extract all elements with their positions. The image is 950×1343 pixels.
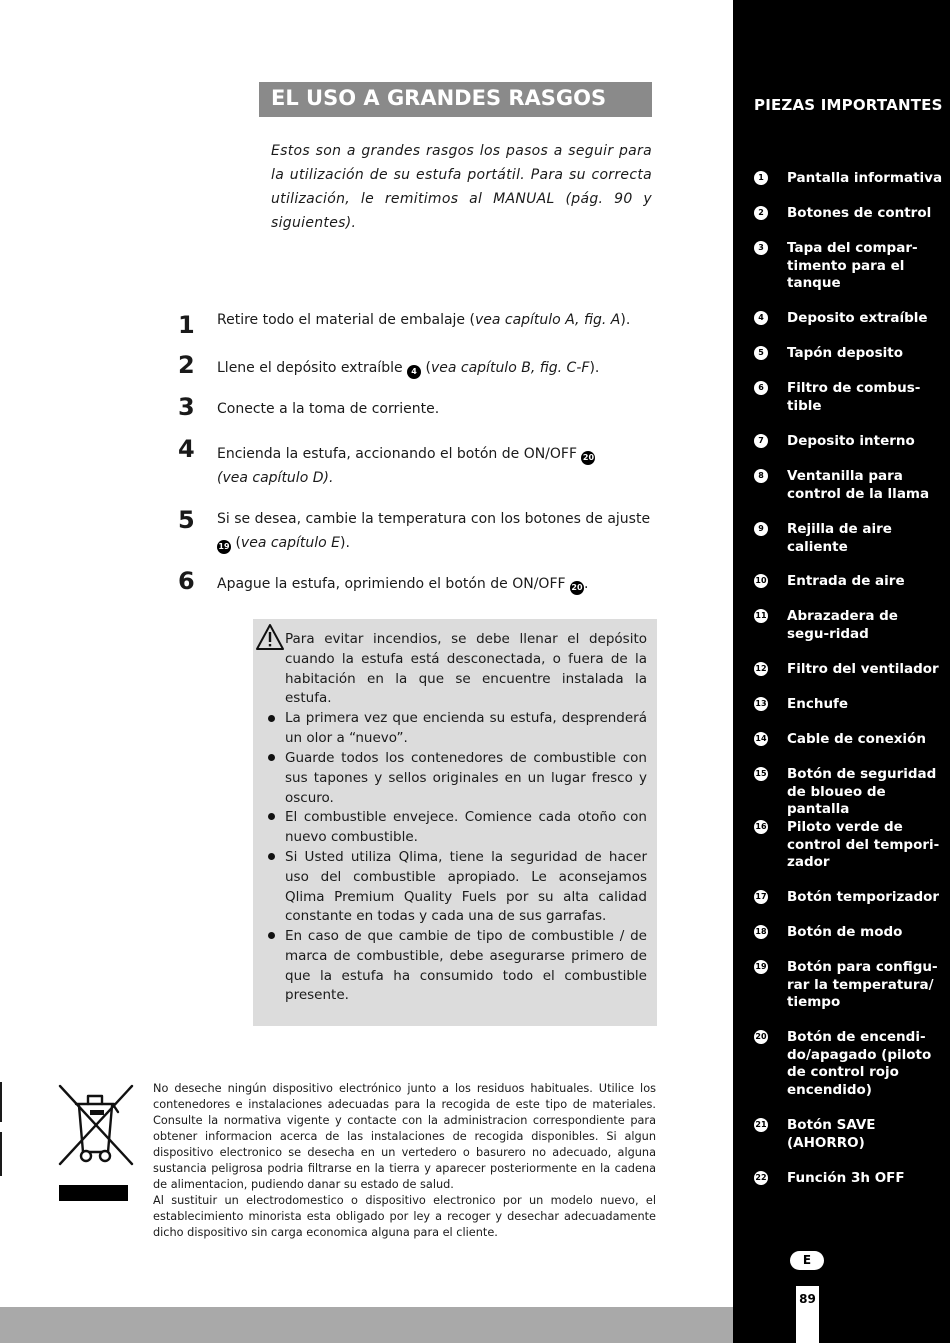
parts-list-item: 13 Enchufe — [755, 696, 849, 712]
part-number-icon: 12 — [754, 662, 768, 676]
step-number: 1 — [178, 311, 195, 339]
part-number-icon: 18 — [754, 925, 768, 939]
step-text: Llene el depósito extraíble 4 (vea capítulo B, fig. C-F). — [217, 356, 657, 380]
parts-list-item: 7 Deposito interno — [754, 433, 944, 451]
step-number: 4 — [178, 435, 195, 463]
parts-list-item: 19 Botón para configu-rar la temperatura/ tiempo — [755, 959, 938, 1011]
part-number-icon: 8 — [754, 469, 768, 483]
part-number-icon: 16 — [754, 820, 768, 834]
part-number-icon: 17 — [754, 890, 768, 904]
step-text: Encienda la estufa, accionando el botón de ON/OFF 20 (vea capítulo D). — [217, 446, 595, 486]
parts-list-item: 18 Botón de modo — [755, 924, 903, 940]
parts-list-item: 22 Función 3h OFF — [755, 1170, 905, 1186]
crossed-out-wheelie-bin-icon — [52, 1082, 138, 1168]
page-title: EL USO A GRANDES RASGOS — [271, 86, 607, 110]
language-badge: E — [790, 1251, 824, 1270]
part-number-icon: 13 — [754, 697, 768, 711]
bullet-icon — [268, 715, 275, 722]
part-number-icon: 19 — [754, 960, 768, 974]
warning-bullet: Guarde todos los contenedores de combustible con sus tapones y sellos originales en un lugar fresco y oscuro. — [285, 750, 647, 806]
part-number-icon: 11 — [754, 609, 768, 623]
parts-list-item: 9 Rejilla de aire caliente — [754, 521, 944, 556]
intro-paragraph: Estos son a grandes rasgos los pasos a seguir para la utilización de su estufa portátil. Para su correcta utilización, le remitimos al MANUAL (pág. 90 y siguientes). — [271, 143, 652, 231]
section-header — [259, 82, 652, 117]
parts-list-item: 10 Entrada de aire — [755, 573, 905, 589]
warning-bullet: El combustible envejece. Comience cada otoño con nuevo combustible. — [285, 809, 647, 845]
part-4-reference-icon: 4 — [407, 365, 421, 379]
part-number-icon: 15 — [754, 767, 768, 781]
step-number: 6 — [178, 567, 195, 595]
part-number-icon: 21 — [754, 1118, 768, 1132]
margin-mark — [0, 1132, 2, 1176]
bullet-icon — [268, 853, 275, 860]
parts-list-item: 12 Filtro del ventilador — [755, 661, 939, 677]
parts-list-item: 8 Ventanilla para control de la llama — [754, 468, 944, 503]
part-number-icon: 20 — [754, 1030, 768, 1044]
part-number-icon: 3 — [754, 241, 768, 255]
parts-list-item: 4 Deposito extraíble — [754, 310, 944, 328]
parts-list-item: 14 Cable de conexión — [755, 731, 926, 747]
part-number-icon: 2 — [754, 206, 768, 220]
part-number-icon: 10 — [754, 574, 768, 588]
step-number: 5 — [178, 506, 195, 534]
bullet-icon — [268, 932, 275, 939]
part-number-icon: 22 — [754, 1171, 768, 1185]
part-number-icon: 7 — [754, 434, 768, 448]
part-number-icon: 1 — [754, 171, 768, 185]
disposal-paragraph: Al sustituir un electrodomestico o dispositivo electronico por un modelo nuevo, el establecimiento minorista esta obligado por ley a recoger y desechar adecuadamente dicho dispositivo sin carga economica alguna para el cliente. — [153, 1194, 656, 1239]
margin-mark — [0, 1082, 2, 1122]
sidebar — [733, 0, 950, 1343]
step-text: Conecte a la toma de corriente. — [217, 401, 440, 417]
page-number: 89 — [796, 1286, 819, 1343]
parts-list-item: 17 Botón temporizador — [755, 889, 940, 905]
parts-list-item: 6 Filtro de combus-tible — [754, 380, 944, 415]
part-20-reference-icon: 20 — [581, 451, 595, 465]
disposal-notice — [153, 1081, 656, 1241]
parts-list-item: 1 Pantalla informativa — [754, 170, 944, 188]
warning-bullet: En caso de que cambie de tipo de combustible / de marca de combustible, debe asegurarse primero de que la estufa ha consumido todo el combustible presente. — [285, 928, 647, 1004]
warning-intro: Para evitar incendios, se debe llenar el depósito cuando la estufa está desconectada, o fuera de la habitación en la que se encuentre instalada la estufa. — [285, 631, 647, 707]
part-number-icon: 6 — [754, 381, 768, 395]
parts-list-item: 11 Abrazadera de segu-ridad — [755, 608, 898, 642]
step-text: Si se desea, cambie la temperatura con los botones de ajuste 19 (vea capítulo E). — [217, 507, 657, 555]
warning-triangle-icon — [255, 623, 285, 651]
part-number-icon: 14 — [754, 732, 768, 746]
part-number-icon: 5 — [754, 346, 768, 360]
warning-bullet: Si Usted utiliza Qlima, tiene la seguridad de hacer uso del combustible apropiado. Le aconsejamos Qlima Premium Quality Fuels por su alta calidad constante en todas y cada una de sus garrafas. — [285, 849, 647, 925]
parts-list-item: 15 Botón de seguridad de bloueo de pantalla — [755, 766, 937, 818]
bullet-icon — [268, 754, 275, 761]
sidebar-title: PIEZAS IMPORTANTES — [754, 96, 943, 114]
parts-list-item: 21 Botón SAVE (AHORRO) — [755, 1117, 876, 1151]
warning-box — [253, 619, 657, 1026]
parts-list-item: 5 Tapón deposito — [754, 345, 944, 363]
part-number-icon: 4 — [754, 311, 768, 325]
step-number: 2 — [178, 351, 195, 379]
part-19-reference-icon: 19 — [217, 540, 231, 554]
disposal-paragraph: No deseche ningún dispositivo electrónico junto a los residuos habituales. Utilice los contenedores e instalaciones adecuadas para la recogida de este tipo de materiales. Consulte la normativa vigente y contacte con la administracion correspondiente para obtener informacion acerca de las instalaciones de recogida disponibles. Si algun dispositivo electronico se desecha en un vertedero o basurero no adecuado, alguna sustancia peligrosa podria filtrarse en la tierra y aparecer posteriormente en la cadena de alimentacion, pudiendo danar su estado de salud. — [153, 1082, 656, 1191]
parts-list-item: 16 Piloto verde de control del tempori-zador — [755, 819, 940, 871]
part-20-reference-icon: 20 — [570, 581, 584, 595]
part-number-icon: 9 — [754, 522, 768, 536]
parts-list-item: 20 Botón de encendi-do/apagado (piloto de control rojo encendido) — [755, 1029, 932, 1098]
parts-list-item: 3 Tapa del compar-timento para el tanque — [754, 240, 944, 293]
step-number: 3 — [178, 393, 195, 421]
step-text: Apague la estufa, oprimiendo el botón de ON/OFF 20. — [217, 572, 657, 596]
warning-bullet: La primera vez que encienda su estufa, desprenderá un olor a “nuevo”. — [285, 710, 647, 746]
parts-list-item: 2 Botones de control — [754, 205, 944, 223]
step-text: Retire todo el material de embalaje (vea capítulo A, fig. A). — [217, 312, 631, 328]
weee-bar — [59, 1185, 128, 1201]
bullet-icon — [268, 813, 275, 820]
footer-bar — [0, 1307, 733, 1343]
